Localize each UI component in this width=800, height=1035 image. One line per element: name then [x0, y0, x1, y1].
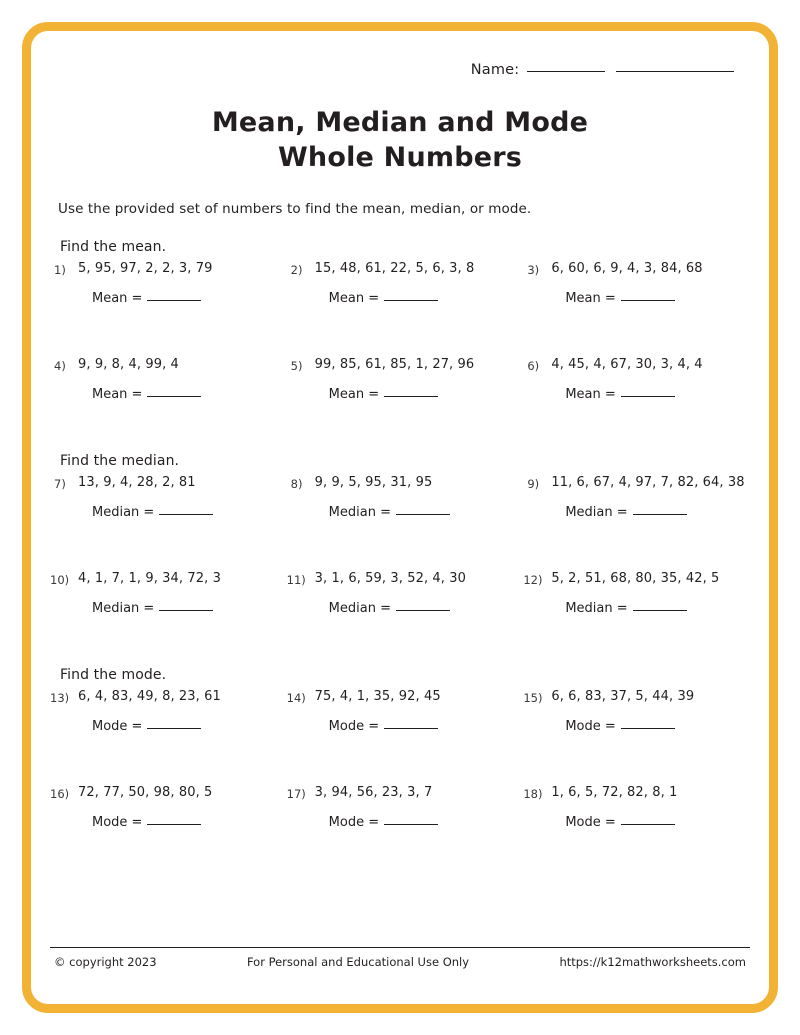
answer-label: Median =: [328, 600, 391, 616]
title-line-1: Mean, Median and Mode: [211, 107, 589, 138]
problem-number: 3): [527, 263, 540, 278]
answer-line: [329, 291, 516, 306]
problem-number: 17): [286, 787, 306, 802]
problem-number-set: 3, 94, 56, 23, 3, 7: [314, 785, 433, 801]
footer-columns: [48, 955, 752, 969]
problem-number: 2): [290, 263, 303, 278]
problem-number: 9): [527, 477, 540, 492]
answer-blank[interactable]: [147, 824, 201, 825]
answer-label: Mode =: [328, 718, 380, 734]
answer-blank[interactable]: [384, 824, 438, 825]
problem-number: 12): [523, 573, 543, 588]
problem-11: [285, 571, 516, 645]
footer-divider: [50, 947, 750, 948]
problem-number-set: 72, 77, 50, 98, 80, 5: [78, 785, 213, 801]
footer-website-link[interactable]: https://k12mathworksheets.com: [559, 955, 746, 969]
answer-line: [92, 719, 279, 734]
answer-line: [565, 815, 752, 830]
problem-number-set: 15, 48, 61, 22, 5, 6, 3, 8: [314, 261, 475, 277]
answer-line: [92, 601, 279, 616]
footer-usage-note: For Personal and Educational Use Only: [246, 955, 470, 969]
problem-14: [285, 689, 516, 763]
answer-label: Mode =: [92, 814, 143, 830]
answer-label: Mode =: [565, 718, 616, 734]
answer-line: [565, 505, 752, 520]
problem-16: [48, 785, 279, 859]
answer-label: Mode =: [92, 718, 143, 734]
problem-number: 7): [54, 477, 66, 492]
answer-line: [92, 291, 279, 306]
problem-number: 13): [50, 691, 70, 706]
answer-blank[interactable]: [159, 514, 213, 515]
section-median: [48, 453, 752, 645]
answer-line: [92, 815, 279, 830]
section-heading-mean: Find the mean.: [60, 239, 167, 256]
name-field-row: [48, 44, 752, 78]
problem-number: 1): [54, 263, 66, 278]
problem-number-set: 75, 4, 1, 35, 92, 45: [314, 689, 441, 705]
problem-15: [521, 689, 752, 763]
answer-line: [92, 505, 279, 520]
answer-line: [565, 387, 752, 402]
problem-grid-mode: [48, 689, 752, 859]
answer-label: Mean =: [328, 386, 380, 402]
answer-blank[interactable]: [384, 728, 438, 729]
problem-number: 18): [523, 787, 543, 802]
problem-8: [285, 475, 516, 549]
instructions-text: Use the provided set of numbers to find the mean, median, or mode.: [58, 201, 532, 218]
problem-7: [48, 475, 279, 549]
answer-blank[interactable]: [633, 610, 687, 611]
answer-label: Mode =: [328, 814, 380, 830]
problem-number-set: 9, 9, 8, 4, 99, 4: [78, 357, 179, 373]
problem-17: [285, 785, 516, 859]
problem-number-set: 11, 6, 67, 4, 97, 7, 82, 64, 38: [551, 475, 745, 491]
problem-number: 10): [50, 573, 70, 588]
answer-label: Median =: [92, 600, 155, 616]
section-heading-mode: Find the mode.: [60, 667, 167, 684]
problem-9: [521, 475, 752, 549]
problem-number-set: 6, 6, 83, 37, 5, 44, 39: [551, 689, 695, 705]
answer-blank[interactable]: [396, 514, 450, 515]
problem-number-set: 6, 60, 6, 9, 4, 3, 84, 68: [551, 261, 703, 277]
name-blank-second[interactable]: [616, 71, 734, 72]
answer-blank[interactable]: [147, 728, 201, 729]
problem-number: 6): [527, 359, 540, 374]
answer-label: Median =: [328, 504, 391, 520]
problem-grid-median: [48, 475, 752, 645]
answer-blank[interactable]: [384, 300, 438, 301]
name-blank-first[interactable]: [527, 71, 605, 72]
answer-line: [329, 505, 516, 520]
row-spacer: [48, 549, 752, 571]
problem-number-set: 4, 1, 7, 1, 9, 34, 72, 3: [78, 571, 221, 587]
answer-label: Mean =: [565, 290, 616, 306]
problem-number: 15): [523, 691, 543, 706]
problem-number: 5): [290, 359, 303, 374]
problem-12: [521, 571, 752, 645]
problem-number-set: 5, 2, 51, 68, 80, 35, 42, 5: [551, 571, 720, 587]
name-label: Name:: [470, 62, 520, 78]
answer-blank[interactable]: [159, 610, 213, 611]
problem-grid-mean: [48, 261, 752, 431]
problem-10: [48, 571, 279, 645]
answer-blank[interactable]: [147, 300, 201, 301]
answer-label: Median =: [92, 504, 155, 520]
answer-label: Median =: [565, 504, 628, 520]
answer-blank[interactable]: [621, 824, 675, 825]
section-mode: [48, 667, 752, 859]
answer-label: Mean =: [328, 290, 380, 306]
problem-number-set: 5, 95, 97, 2, 2, 3, 79: [78, 261, 213, 277]
problem-6: [521, 357, 752, 431]
problem-number-set: 99, 85, 61, 85, 1, 27, 96: [314, 357, 475, 373]
row-spacer: [48, 335, 752, 357]
answer-line: [565, 719, 752, 734]
answer-label: Mean =: [92, 290, 143, 306]
answer-blank[interactable]: [396, 610, 450, 611]
answer-line: [329, 719, 516, 734]
answer-blank[interactable]: [621, 300, 675, 301]
problem-number: 16): [50, 787, 70, 802]
worksheet-content: [48, 44, 752, 991]
problem-18: [521, 785, 752, 859]
answer-label: Mode =: [565, 814, 616, 830]
answer-line: [329, 815, 516, 830]
problem-number: 11): [286, 573, 306, 588]
problem-5: [285, 357, 516, 431]
problem-3: [521, 261, 752, 335]
page-title: [48, 106, 752, 175]
answer-blank[interactable]: [621, 396, 675, 397]
answer-label: Median =: [565, 600, 628, 616]
row-spacer: [48, 763, 752, 785]
answer-line: [329, 601, 516, 616]
answer-blank[interactable]: [633, 514, 687, 515]
answer-blank[interactable]: [621, 728, 675, 729]
problem-2: [285, 261, 516, 335]
title-line-2: Whole Numbers: [277, 141, 523, 173]
problem-1: [48, 261, 279, 335]
answer-blank[interactable]: [147, 396, 201, 397]
section-mean: [48, 239, 752, 431]
answer-line: [565, 291, 752, 306]
problem-number: 14): [286, 691, 306, 706]
problem-number-set: 9, 9, 5, 95, 31, 95: [314, 475, 433, 491]
answer-blank[interactable]: [384, 396, 438, 397]
problem-number: 4): [54, 359, 66, 374]
problem-number-set: 4, 45, 4, 67, 30, 3, 4, 4: [551, 357, 703, 373]
answer-line: [329, 387, 516, 402]
section-heading-median: Find the median.: [60, 453, 180, 470]
problem-number-set: 13, 9, 4, 28, 2, 81: [78, 475, 196, 491]
answer-label: Mean =: [92, 386, 143, 402]
answer-label: Mean =: [565, 386, 616, 402]
answer-line: [92, 387, 279, 402]
problem-number-set: 6, 4, 83, 49, 8, 23, 61: [78, 689, 221, 705]
problem-number-set: 1, 6, 5, 72, 82, 8, 1: [551, 785, 678, 801]
problem-number-set: 3, 1, 6, 59, 3, 52, 4, 30: [314, 571, 466, 587]
problem-4: [48, 357, 279, 431]
problem-number: 8): [290, 477, 303, 492]
problem-13: [48, 689, 279, 763]
page-footer: [48, 947, 752, 969]
footer-copyright: © copyright 2023: [54, 955, 157, 969]
answer-line: [565, 601, 752, 616]
